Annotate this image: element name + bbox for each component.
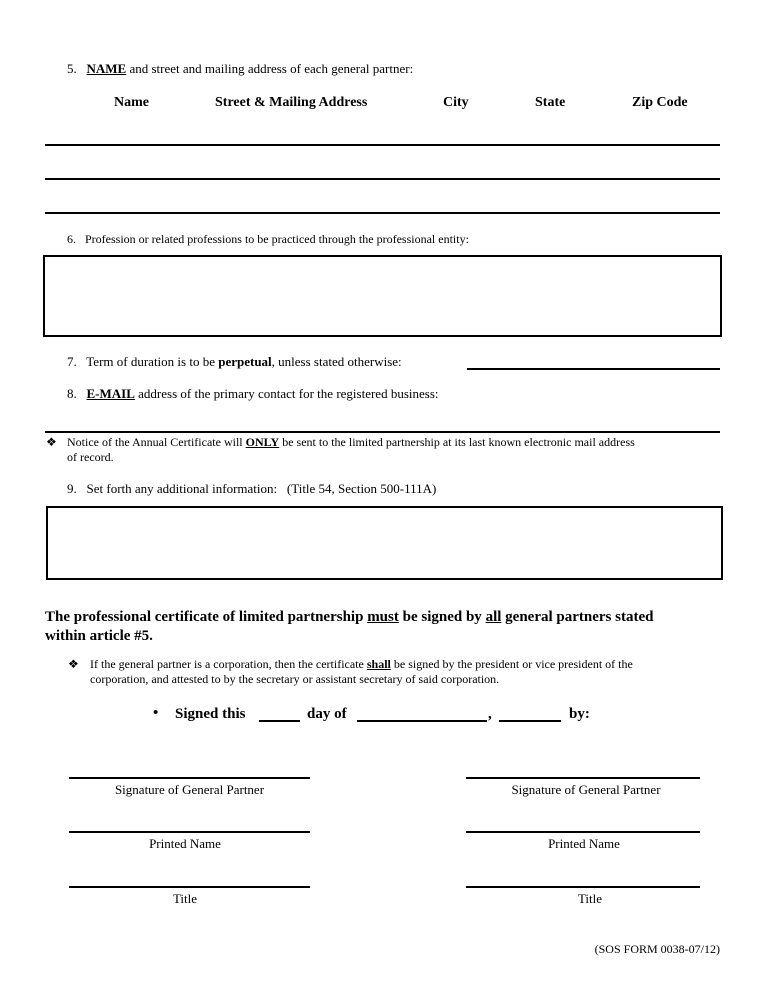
right-printed-name-label: Printed Name xyxy=(548,836,620,851)
heading-text-pre: The professional certificate of limited partnership xyxy=(45,609,368,625)
item9-reference: (Title 54, Section 500-111A) xyxy=(286,481,437,496)
right-signature-line[interactable] xyxy=(466,777,700,779)
left-printed-name-line[interactable] xyxy=(69,831,310,833)
item9-text: Set forth any additional information: xyxy=(86,481,278,496)
item-number: 8. xyxy=(67,386,77,401)
signed-day-entry-line[interactable] xyxy=(259,720,300,722)
item5-label xyxy=(67,61,413,77)
item6-text: Profession or related professions to be practiced through the professional entity: xyxy=(85,232,469,246)
item9-label xyxy=(67,481,436,497)
right-signature-label: Signature of General Partner xyxy=(511,782,661,797)
col-header-zip: Zip Code xyxy=(632,95,688,110)
signature-requirement-heading xyxy=(45,608,721,646)
item7-text-pre: Term of duration is to be xyxy=(86,354,219,369)
item5-text: and street and mailing address of each general partner: xyxy=(126,61,414,76)
corporation-note xyxy=(90,657,722,687)
annual-certificate-notice xyxy=(67,435,722,465)
notice-text-pre: Notice of the Annual Certificate will xyxy=(67,435,246,449)
email-keyword: E-MAIL xyxy=(86,386,135,401)
all-keyword: all xyxy=(485,609,502,625)
item7-label xyxy=(67,354,402,370)
duration-entry-line[interactable] xyxy=(467,368,720,370)
shall-keyword: shall xyxy=(366,657,391,671)
corp-note-text-pre: If the general partner is a corporation, then the certificate xyxy=(90,657,367,671)
heading-text-mid: be signed by xyxy=(398,609,486,625)
item-number: 6. xyxy=(67,232,76,246)
notice-bullet-icon: ❖ xyxy=(46,435,57,449)
right-title-line[interactable] xyxy=(466,886,700,888)
item-number: 5. xyxy=(67,61,77,76)
signed-month-entry-line[interactable] xyxy=(357,720,487,722)
left-signature-label: Signature of General Partner xyxy=(114,782,265,797)
partner-entry-line-1[interactable] xyxy=(45,144,720,146)
signed-comma: , xyxy=(488,706,492,722)
notice-text-line2: of record. xyxy=(67,450,114,464)
col-header-name: Name xyxy=(114,95,149,110)
left-signature-line[interactable] xyxy=(69,777,310,779)
name-keyword: NAME xyxy=(86,61,127,76)
by-label: by: xyxy=(569,706,590,722)
item8-label xyxy=(67,386,439,402)
item7-text-post: , unless stated otherwise: xyxy=(271,354,402,369)
item6-label xyxy=(67,232,469,247)
right-printed-name-line[interactable] xyxy=(466,831,700,833)
col-header-address: Street & Mailing Address xyxy=(215,95,368,110)
only-keyword: ONLY xyxy=(245,435,280,449)
notice-text-post: be sent to the limited partnership at its last known electronic mail address xyxy=(279,435,635,449)
day-of-label: day of xyxy=(307,706,347,722)
corp-note-text-line2: corporation, and attested to by the secretary or assistant secretary of said corporation. xyxy=(90,672,500,686)
signed-bullet: • xyxy=(153,705,159,721)
left-printed-name-label: Printed Name xyxy=(149,836,221,851)
partner-entry-line-2[interactable] xyxy=(45,178,720,180)
heading-text-line2: within article #5. xyxy=(45,628,153,644)
col-header-city: City xyxy=(443,95,469,110)
left-title-label: Title xyxy=(172,891,198,906)
corp-note-bullet-icon: ❖ xyxy=(68,657,79,671)
heading-text-post: general partners stated xyxy=(501,609,654,625)
signed-this-label: Signed this xyxy=(175,706,246,722)
additional-info-textbox[interactable] xyxy=(46,506,723,580)
form-number-footer: (SOS FORM 0038-07/12) xyxy=(594,942,720,956)
email-entry-line[interactable] xyxy=(45,431,720,433)
item-number: 7. xyxy=(67,354,77,369)
perpetual-keyword: perpetual xyxy=(218,354,272,369)
item-number: 9. xyxy=(67,481,77,496)
left-title-line[interactable] xyxy=(69,886,310,888)
item8-text: address of the primary contact for the registered business: xyxy=(134,386,439,401)
profession-textbox[interactable] xyxy=(43,255,722,337)
right-title-label: Title xyxy=(577,891,603,906)
corp-note-text-post: be signed by the president or vice president of the xyxy=(390,657,633,671)
col-header-state: State xyxy=(535,95,566,110)
must-keyword: must xyxy=(367,609,399,625)
signed-year-entry-line[interactable] xyxy=(499,720,561,722)
partner-entry-line-3[interactable] xyxy=(45,212,720,214)
